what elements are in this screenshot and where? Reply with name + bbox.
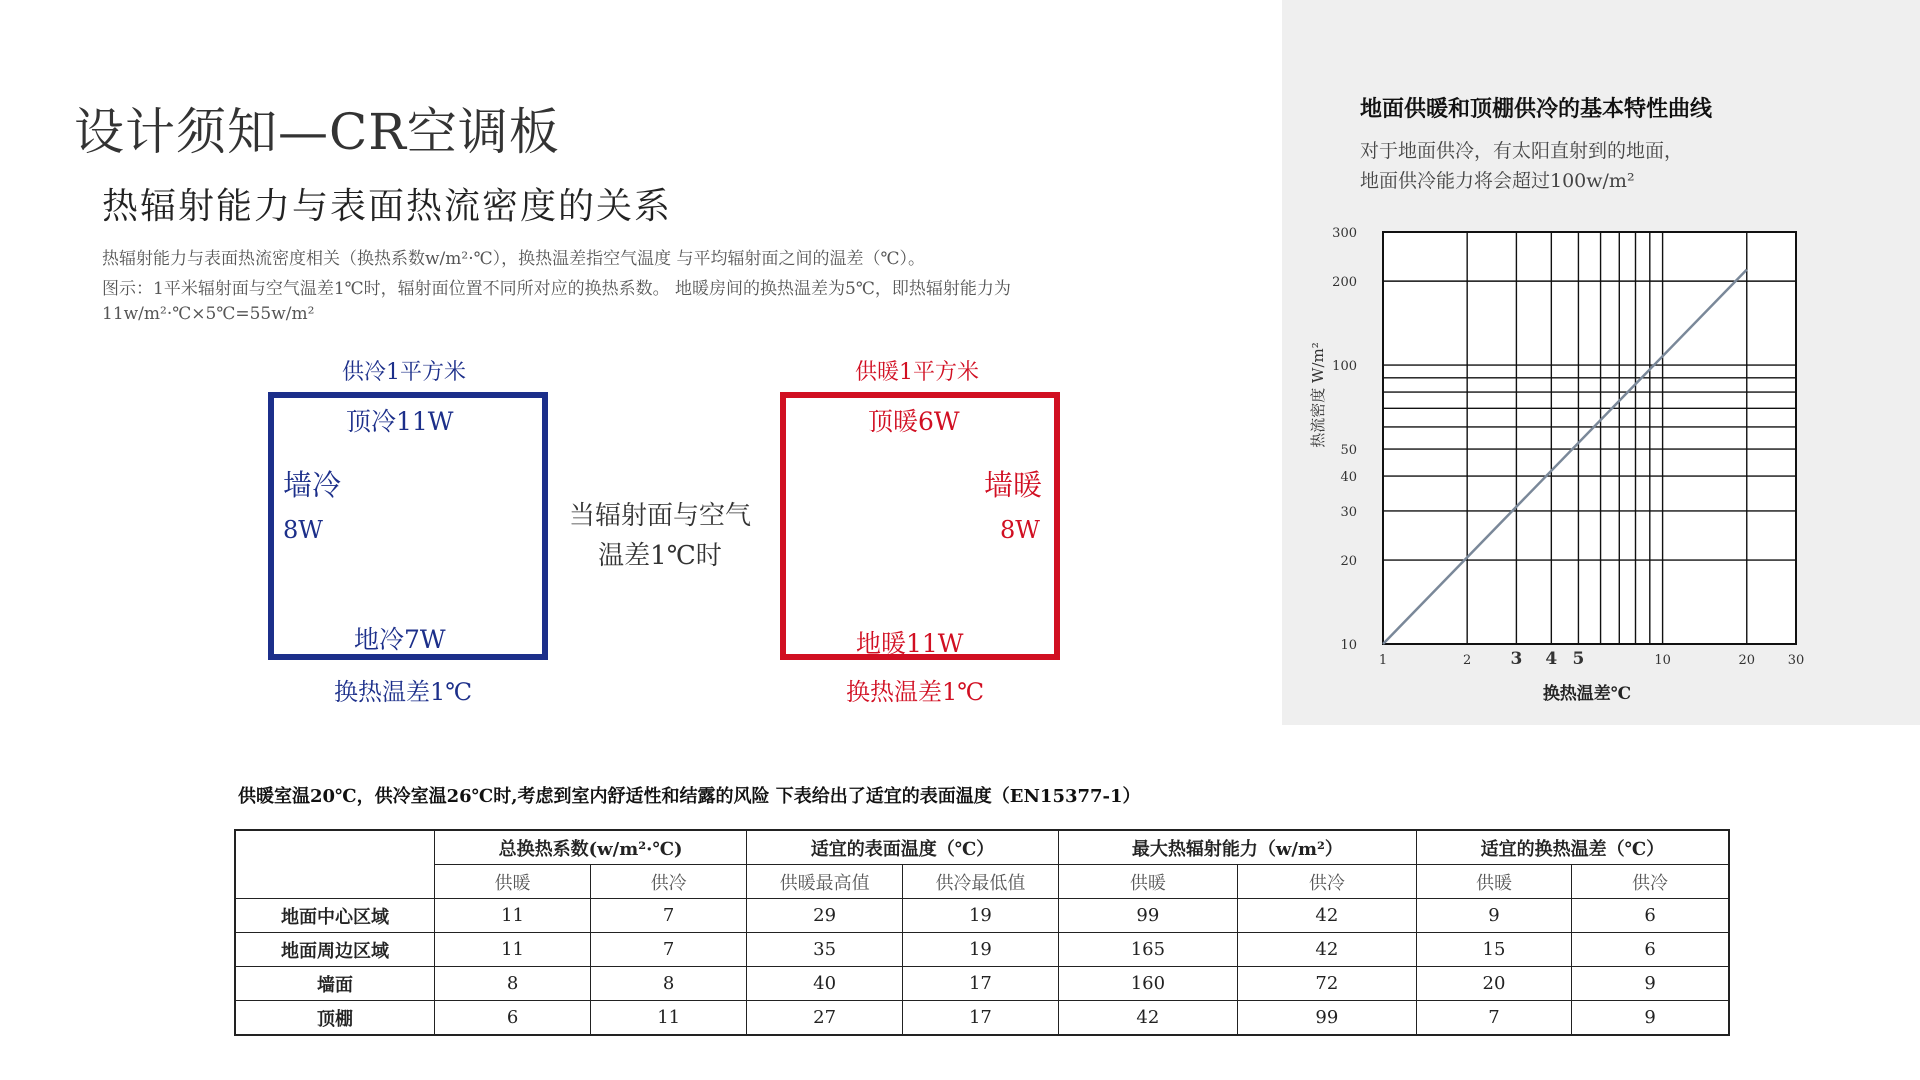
cooling-wall-value: 8W xyxy=(283,516,323,544)
x-tick-label: 3 xyxy=(1510,649,1523,669)
table-cell: 29 xyxy=(747,899,903,933)
table-subheader: 供冷最低值 xyxy=(903,865,1059,899)
table-subheader: 供冷 xyxy=(1237,865,1416,899)
table-subheader: 供冷 xyxy=(591,865,747,899)
table-cell: 9 xyxy=(1416,899,1571,933)
table-cell: 8 xyxy=(591,967,747,1001)
cooling-floor-label: 地冷7W xyxy=(354,625,446,654)
table-row xyxy=(235,899,1729,933)
heating-floor-label: 地暖11W xyxy=(856,629,964,658)
table-cell: 6 xyxy=(1572,899,1729,933)
table-cell: 99 xyxy=(1237,1001,1416,1036)
heating-wall-value: 8W xyxy=(1000,516,1040,544)
table-cell: 42 xyxy=(1237,933,1416,967)
x-axis-label: 换热温差℃ xyxy=(1542,684,1632,704)
y-tick-label: 30 xyxy=(1340,504,1357,520)
table-row-label: 地面周边区域 xyxy=(235,933,435,967)
table-cell: 42 xyxy=(1058,1001,1237,1036)
heating-top-label: 顶暖6W xyxy=(868,407,960,436)
y-tick-label: 10 xyxy=(1340,638,1357,653)
table-cell: 11 xyxy=(591,1001,747,1036)
center-note-line-1: 当辐射面与空气 xyxy=(568,501,751,531)
heating-diagram-heading: 供暖1平方米 xyxy=(855,360,979,385)
table-cell: 6 xyxy=(1572,933,1729,967)
y-tick-label: 50 xyxy=(1340,443,1357,459)
table-subheader: 供冷 xyxy=(1572,865,1729,899)
x-tick-label: 1 xyxy=(1378,653,1388,668)
table-cell: 6 xyxy=(435,1001,591,1036)
table-subheader: 供暖最高值 xyxy=(747,865,903,899)
y-tick-label: 200 xyxy=(1332,275,1357,291)
table-cell: 42 xyxy=(1237,899,1416,933)
table-cell: 20 xyxy=(1416,967,1571,1001)
table-subheader: 供暖 xyxy=(435,865,591,899)
cooling-diagram-caption: 换热温差1℃ xyxy=(334,678,473,706)
table-cell: 19 xyxy=(903,899,1059,933)
table-cell: 7 xyxy=(591,933,747,967)
heating-diagram-caption: 换热温差1℃ xyxy=(846,678,985,706)
section-heading: 热辐射能力与表面热流密度的关系 xyxy=(102,186,673,227)
x-tick-label: 30 xyxy=(1787,653,1805,668)
table-row xyxy=(235,967,1729,1001)
description-line-1: 热辐射能力与表面热流密度相关（换热系数w/m²·℃），换热温差指空气温度 与平均辐射面之间的温差（℃）。 xyxy=(102,249,926,269)
chart-note-line-2: 地面供冷能力将会超过100w/m² xyxy=(1360,170,1635,192)
center-note-line-2: 温差1℃时 xyxy=(598,541,722,571)
table-cell: 11 xyxy=(435,933,591,967)
y-axis-label: 热流密度 W/m² xyxy=(1309,342,1327,448)
table-cell: 7 xyxy=(1416,1001,1571,1036)
x-tick-label: 10 xyxy=(1654,653,1671,668)
cooling-top-label: 顶冷11W xyxy=(346,407,454,436)
table-cell: 19 xyxy=(903,933,1059,967)
plot-frame xyxy=(1383,232,1796,644)
table-row xyxy=(235,933,1729,967)
table-cell: 165 xyxy=(1058,933,1237,967)
table-corner-cell xyxy=(235,830,435,899)
table-subheader: 供暖 xyxy=(1058,865,1237,899)
table-cell: 160 xyxy=(1058,967,1237,1001)
table-cell: 7 xyxy=(591,899,747,933)
table-cell: 27 xyxy=(747,1001,903,1036)
table-row xyxy=(235,1001,1729,1036)
table-row-label: 墙面 xyxy=(235,967,435,1001)
table-cell: 15 xyxy=(1416,933,1571,967)
heating-wall-label: 墙暖 xyxy=(984,468,1043,502)
cooling-wall-label: 墙冷 xyxy=(283,468,342,502)
table-cell: 8 xyxy=(435,967,591,1001)
chart-title: 地面供暖和顶棚供冷的基本特性曲线 xyxy=(1360,96,1713,122)
table-cell: 99 xyxy=(1058,899,1237,933)
center-note xyxy=(560,496,760,576)
table-group-header: 最大热辐射能力（w/m²） xyxy=(1058,830,1416,865)
surface-temperature-table xyxy=(234,829,1730,1036)
table-caption: 供暖室温20℃，供冷室温26℃时,考虑到室内舒适性和结露的风险 下表给出了适宜的表面温度（EN15377-1） xyxy=(238,786,1141,807)
y-tick-label: 100 xyxy=(1332,359,1357,375)
table-cell: 17 xyxy=(903,1001,1059,1036)
x-tick-label: 4 xyxy=(1545,649,1558,669)
table-cell: 9 xyxy=(1572,1001,1729,1036)
table-cell: 17 xyxy=(903,967,1059,1001)
table-cell: 9 xyxy=(1572,967,1729,1001)
y-tick-label: 20 xyxy=(1340,554,1357,570)
table-group-header: 适宜的换热温差（℃） xyxy=(1416,830,1729,865)
x-tick-label: 20 xyxy=(1738,653,1756,668)
table-row-label: 顶棚 xyxy=(235,1001,435,1036)
table-cell: 11 xyxy=(435,899,591,933)
table-group-header: 适宜的表面温度（℃） xyxy=(747,830,1059,865)
y-tick-label: 40 xyxy=(1340,470,1357,486)
table-cell: 35 xyxy=(747,933,903,967)
table-row-label: 地面中心区域 xyxy=(235,899,435,933)
cooling-diagram-heading: 供冷1平方米 xyxy=(342,360,466,385)
table-group-header-row xyxy=(235,830,1729,865)
table-subheader-row xyxy=(235,865,1729,899)
table-cell: 72 xyxy=(1237,967,1416,1001)
description-line-3: 11w/m²·℃×5℃=55w/m² xyxy=(102,304,315,324)
table-cell: 40 xyxy=(747,967,903,1001)
x-tick-label: 2 xyxy=(1463,653,1472,668)
page-title: 设计须知—CR空调板 xyxy=(74,103,560,161)
chart-note-line-1: 对于地面供冷，有太阳直射到的地面， xyxy=(1360,140,1684,162)
x-tick-label: 5 xyxy=(1572,649,1585,669)
y-tick-label: 300 xyxy=(1332,226,1357,241)
characteristic-chart xyxy=(1282,200,1920,720)
table-subheader: 供暖 xyxy=(1416,865,1571,899)
description-line-2: 图示：1平米辐射面与空气温差1℃时，辐射面位置不同所对应的换热系数。 地暖房间的换热温差为5℃，即热辐射能力为 xyxy=(102,279,1011,299)
table-group-header: 总换热系数(w/m²·℃) xyxy=(435,830,747,865)
